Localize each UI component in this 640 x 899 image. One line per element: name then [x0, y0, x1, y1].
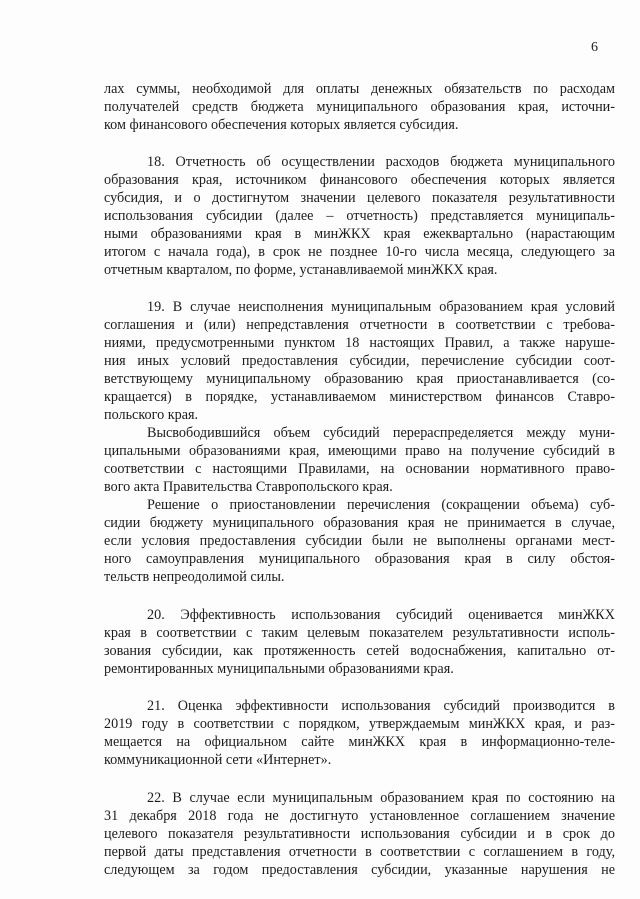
text-line: польского края.: [104, 407, 199, 423]
text-line: лах суммы, необходимой для оплаты денежных обязательств по расходам: [104, 81, 615, 97]
text-line: сидии бюджету муниципального образования края не принимается в случае,: [104, 515, 615, 531]
text-line: соответствии с настоящими Правилами, на основании нормативного право-: [104, 461, 615, 477]
text-line: 31 декабря 2018 года не достигнуто установленное соглашением значение: [104, 808, 615, 824]
text-line: использования субсидии (далее – отчетность) представляется муниципаль-: [104, 208, 615, 224]
text-line: ветствующему муниципальному образованию края приостанавливается (со-: [104, 371, 615, 387]
text-line: следующем за годом предоставления субсидии, указанные нарушения не: [104, 862, 615, 878]
text-line: 18. Отчетность об осуществлении расходов бюджета муниципального: [147, 154, 615, 170]
text-line: субсидия, и о достигнутом значении целевого показателя результативности: [104, 190, 615, 206]
text-line: 20. Эффективность использования субсидий оценивается минЖКХ: [147, 607, 615, 623]
page-number: 6: [591, 40, 598, 55]
text-line: 2019 году в соответствии с порядком, утверждаемым минЖКХ края, и раз-: [104, 716, 615, 732]
text-line: 21. Оценка эффективности использования субсидий производится в: [147, 698, 615, 714]
text-line: Высвободившийся объем субсидий перераспределяется между муни-: [147, 425, 615, 441]
text-line: ными образованиями края в минЖКХ края ежеквартально (нарастающим: [104, 226, 615, 242]
text-line: первой даты представления отчетности в соответствии с соглашением в году,: [104, 844, 615, 860]
text-line: тельств непреодолимой силы.: [104, 569, 285, 585]
text-line: Решение о приостановлении перечисления (сокращении объема) суб-: [147, 497, 615, 513]
text-line: образования края, источником финансового обеспечения которых является: [104, 172, 615, 188]
text-line: соглашения и (или) непредставления отчетности в соответствии с требова-: [104, 317, 615, 333]
text-line: получателей средств бюджета муниципального образования края, источни-: [104, 99, 615, 115]
text-line: вого акта Правительства Ставропольского края.: [104, 479, 393, 495]
text-line: ремонтированных муниципальными образованиями края.: [104, 661, 454, 677]
text-line: итогом с начала года), в срок не позднее 10-го числа месяца, следующего за: [104, 244, 615, 260]
text-line: 22. В случае если муниципальным образованием края по состоянию на: [147, 790, 615, 806]
text-line: целевого показателя результативности использования субсидии и в срок до: [104, 826, 615, 842]
text-line: если условия предоставления субсидии были не выполнены органами мест-: [104, 533, 615, 549]
text-line: кращается) в порядке, устанавливаемом министерством финансов Ставро-: [104, 389, 615, 405]
text-line: ного самоуправления муниципального образования края в силу обстоя-: [104, 551, 615, 567]
text-line: ципальными образованиями края, имеющими право на получение субсидий в: [104, 443, 615, 459]
text-line: зования субсидии, как протяженность сетей водоснабжения, капитально от-: [104, 643, 615, 659]
text-line: мещается на официальном сайте минЖКХ края в информационно-теле-: [104, 734, 615, 750]
text-line: края в соответствии с таким целевым показателем результативности исполь-: [104, 625, 615, 641]
text-line: ниями, предусмотренными пунктом 18 настоящих Правил, а также наруше-: [104, 335, 615, 351]
text-line: ния иных условий предоставления субсидии, перечисление субсидии соот-: [104, 353, 615, 369]
text-line: 19. В случае неисполнения муниципальным образованием края условий: [147, 299, 615, 315]
text-line: ком финансового обеспечения которых является субсидия.: [104, 117, 459, 133]
text-line: отчетным кварталом, по форме, устанавливаемой минЖКХ края.: [104, 262, 498, 278]
text-line: коммуникационной сети «Интернет».: [104, 752, 332, 768]
